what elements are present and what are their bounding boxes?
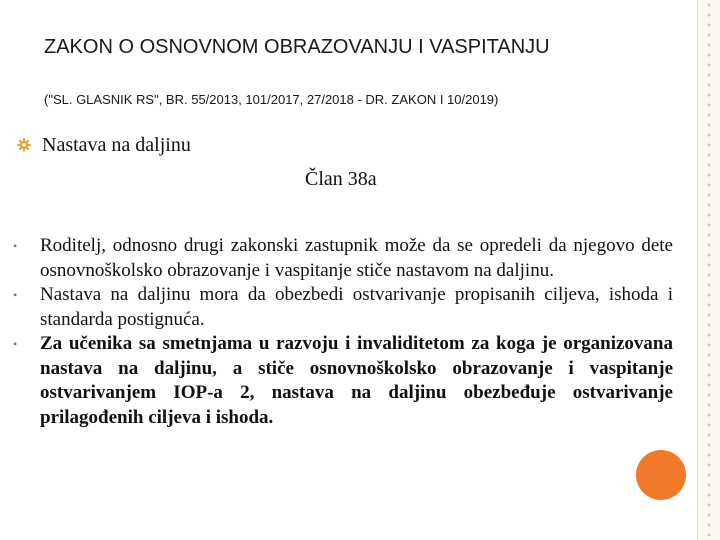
list-item-text: Nastava na daljinu mora da obezbedi ostvarivanje propisanih ciljeva, ishoda i standarda postignuća. (40, 284, 673, 330)
list-item-text: Za učenika sa smetnjama u razvoju i invaliditetom za koga je organizovana nastava na daljinu, a stiče osnovnoškolsko obrazovanje i vaspitanje ostvarivanjem IOP-a 2, nastava na daljinu obezbeđuje ostvarivanje prilagođenih ciljeva i ishoda. (40, 333, 673, 428)
list-item (13, 332, 673, 430)
list-item (13, 283, 673, 332)
bullet-marker: • (13, 239, 18, 253)
list-item (13, 234, 673, 283)
section-heading: Nastava na daljinu (42, 134, 191, 156)
article-number: Član 38a (305, 168, 377, 190)
gear-icon (17, 138, 31, 152)
bullet-marker: • (13, 337, 18, 351)
page-title: ZAKON O OSNOVNOM OBRAZOVANJU I VASPITANJU (44, 36, 550, 58)
bullet-list (13, 234, 673, 430)
list-item-text: Roditelj, odnosno drugi zakonski zastupnik može da se opredeli da njegovo dete osnovnoškolsko obrazovanje i vaspitanje stiče nastavom na daljinu. (40, 235, 673, 281)
page-subtitle: ("SL. GLASNIK RS", BR. 55/2013, 101/2017, 27/2018 - DR. ZAKON I 10/2019) (44, 92, 499, 107)
bullet-marker: • (13, 288, 18, 302)
